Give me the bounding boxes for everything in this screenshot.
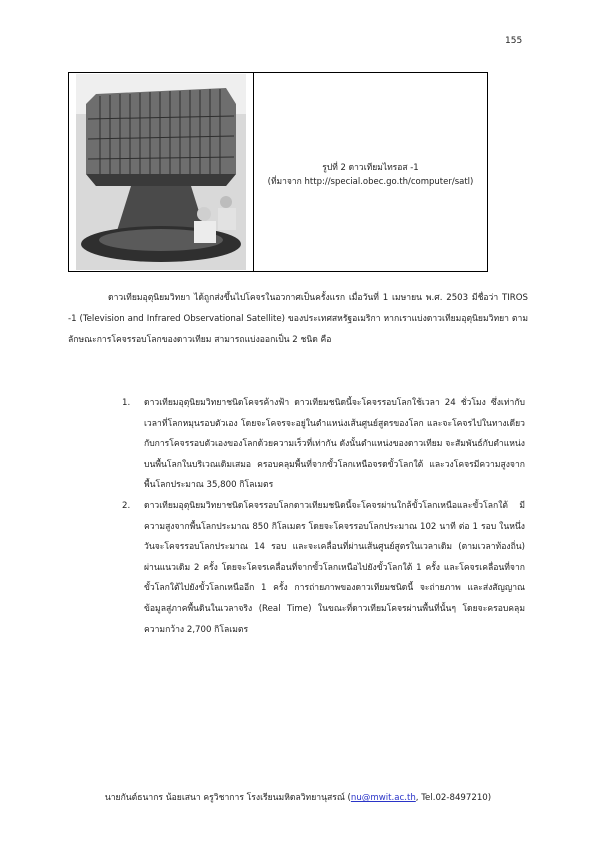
- satellite-photo-image: [76, 74, 246, 270]
- figure-caption: รูปที่ 2 ดาวเทียมไทรอส -1: [322, 163, 419, 174]
- footer-phone: , Tel.02-8497210): [415, 793, 492, 803]
- page-number: 155: [505, 36, 523, 46]
- footer-author: นายกันต์ธนากร น้อยเสนา ครูวิชาการ โรงเรียนมหิดลวิทยานุสรณ์ (: [104, 793, 351, 803]
- list-item: [122, 496, 525, 640]
- satellite-type-list: [122, 393, 525, 640]
- figure-caption-cell: [254, 73, 487, 271]
- intro-paragraph-text: ดาวเทียมอุตุนิยมวิทยา ได้ถูกส่งขึ้นไปโคจรในอวกาศเป็นครั้งแรก เมื่อวันที่ 1 เมษายน พ.ศ. 2503 มีชื่อว่า TIROS -1 (Television and Infrared Observational Satellite) ของประเทศสหรัฐอเมริกา หากเราแบ่งดาวเทียมอุตุนิยมวิทยา ตามลักษณะการโคจรรอบโลกของดาวเทียม สามารถแบ่งออกเป็น 2 ชนิด คือ: [68, 293, 528, 345]
- list-item-text: ดาวเทียมอุตุนิยมวิทยาชนิดโคจรรอบโลกดาวเทียมชนิดนี้จะโคจรผ่านใกล้ขั้วโลกเหนือและขั้วโลกใต้ มีความสูงจากพื้นโลกประมาณ 850 กิโลเมตร โดยจะโคจรรอบโลกประมาณ 102 นาที ต่อ 1 รอบ ในหนึ่งวันจะโคจรรอบโลกประมาณ 14 รอบ และจะเคลื่อนที่ผ่านเส้นศูนย์สูตรในเวลาเดิม (ตามเวลาท้องถิ่น) ผ่านแนวเดิม 2 ครั้ง โดยจะโคจรเคลื่อนที่จากขั้วโลกเหนือไปยังขั้วโลกใต้ 1 ครั้ง และโคจรเคลื่อนที่จากขั้วโลกใต้ไปยังขั้วโลกเหนืออีก 1 ครั้ง การถ่ายภาพของดาวเทียมชนิดนี้ จะถ่ายภาพ และส่งสัญญาณข้อมูลสู่ภาคพื้นดินในเวลาจริง (Real Time) ในขณะที่ดาวเทียมโคจรผ่านพื้นที่นั้นๆ โดยจะครอบคลุมความกว้าง 2,700 กิโลเมตร: [144, 500, 525, 635]
- satellite-photo: [69, 73, 254, 271]
- list-item-text: ดาวเทียมอุตุนิยมวิทยาชนิดโคจรค้างฟ้า ดาวเทียมชนิดนี้จะโคจรรอบโลกใช้เวลา 24 ชั่วโมง ซึ่งเท่ากับเวลาที่โลกหมุนรอบตัวเอง โดยจะโคจรจะอยู่ในตำแหน่งเส้นศูนย์สูตรของโลก และจะโคจรไปในทางเดียวกับการโคจรรอบตัวเองของโลกด้วยความเร็วที่เท่ากัน ดังนั้นตำแหน่งของดาวเทียม จะสัมพันธ์กับตำแหน่งบนพื้นโลกในบริเวณเดิมเสมอ ครอบคลุมพื้นที่จากขั้วโลกเหนือจรดขั้วโลกใต้ และวงโคจรมีความสูงจากพื้นโลกประมาณ 35,800 กิโลเมตร: [144, 398, 525, 491]
- page-footer: [68, 790, 528, 804]
- figure-table: [68, 72, 488, 272]
- footer-email-link[interactable]: nu@mwit.ac.th: [350, 793, 416, 803]
- list-item-number: 2.: [122, 500, 131, 511]
- intro-paragraph: [68, 288, 528, 351]
- list-item: [122, 393, 525, 496]
- list-item-number: 1.: [122, 398, 131, 408]
- figure-source: (ที่มาจาก http://special.obec.go.th/computer/satl): [267, 177, 474, 187]
